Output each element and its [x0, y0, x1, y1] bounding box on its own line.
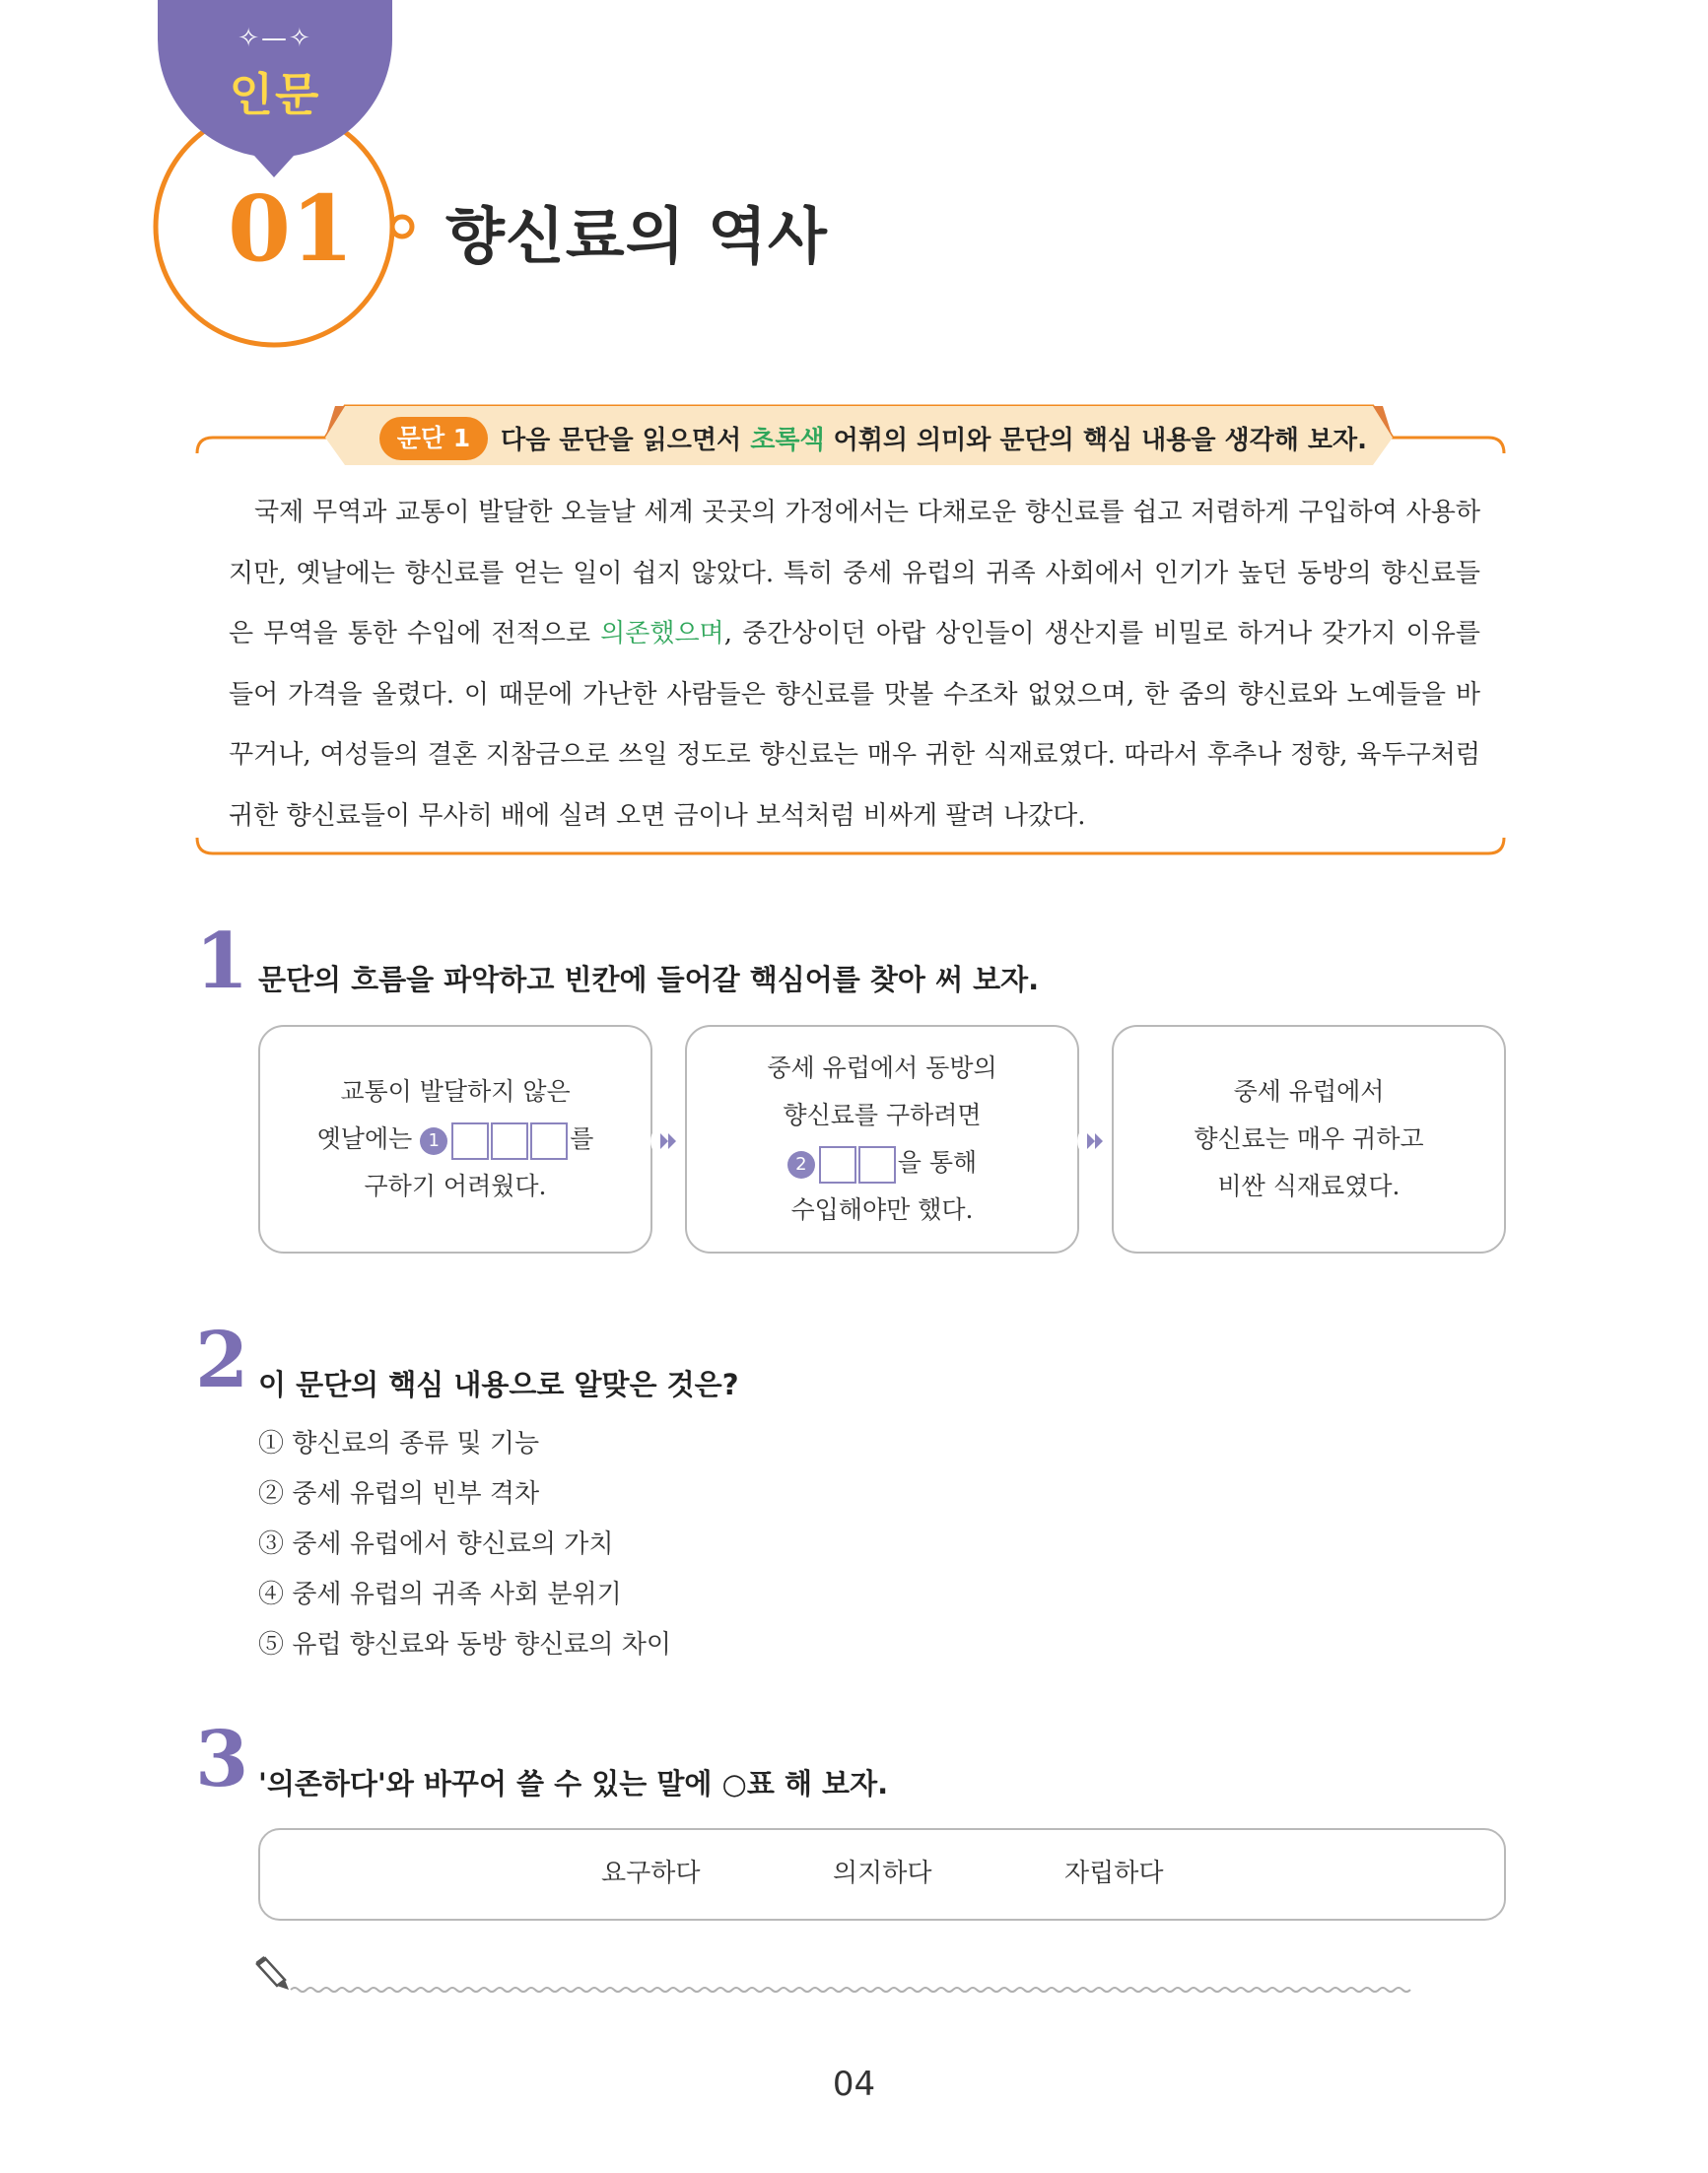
question-2-text: 이 문단의 핵심 내용으로 알맞은 것은?: [258, 1368, 739, 1401]
option-1[interactable]: ① 향신료의 종류 및 기능: [258, 1429, 540, 1459]
flow-arrow-2-icon: [1077, 1123, 1113, 1159]
vocab-highlight: 의존했으며: [600, 619, 724, 648]
question-1-number: 1: [195, 917, 249, 1006]
flow-arrow-1-icon: [650, 1123, 686, 1159]
question-1-text: 문단의 흐름을 파악하고 빈칸에 들어갈 핵심어를 찾아 써 보자.: [258, 963, 1040, 996]
flow-box-1-line2-after: 를: [570, 1124, 594, 1153]
blank-1-number: 1: [420, 1127, 447, 1155]
word-choice-1[interactable]: 요구하다: [601, 1859, 701, 1888]
option-3[interactable]: ③ 중세 유럽에서 향신료의 가치: [258, 1529, 614, 1559]
blank-2-cell-2[interactable]: [858, 1146, 896, 1184]
flow-box-2: [685, 1025, 1079, 1254]
blank-1-cell-2[interactable]: [491, 1122, 528, 1160]
flow-box-2-line3-after: 을 통해: [897, 1148, 978, 1177]
category-label: 인문: [229, 68, 321, 121]
flow-box-3-line2: 향신료는 매우 귀하고: [1194, 1124, 1424, 1153]
paragraph-text-after: , 중간상이던 아랍 상인들이 생산지를 비밀로 하거나 갖가지 이유를 들어 가격을 올렸다. 이 때문에 가난한 사람들은 향신료를 맛볼 수조차 없었으며, 한 줌의 향신료와 노예들을 바꾸거나, 여성들의 결혼 지참금으로 쓰일 정도로 향신료는 매우 귀한 식재료였다. 따라서 후추나 정향, 육두구처럼 귀한 향신료들이 무사히 배에 실려 오면 금이나 보석처럼 비싸게 팔려 나갔다.: [229, 619, 1481, 831]
paragraph-text-before: 국제 무역과 교통이 발달한 오늘날 세계 곳곳의 가정에서는 다채로운 향신료를 쉽고 저렴하게 구입하여 사용하지만, 옛날에는 향신료를 얻는 일이 쉽지 않았다. 특히 중세 유럽의 귀족 사회에서 인기가 높던 동방의 향신료들은 무역을 통한 수입에 전적으로: [229, 498, 1480, 648]
flow-box-1-line2: [317, 1116, 594, 1163]
lesson-number: 01: [227, 175, 355, 282]
flow-box-1-line2-before: 옛날에는: [316, 1124, 413, 1153]
flow-box-2-line2: 향신료를 구하려면: [783, 1101, 982, 1129]
option-4[interactable]: ④ 중세 유럽의 귀족 사회 분위기: [258, 1580, 622, 1609]
question-2-number: 2: [195, 1316, 249, 1405]
sparkle-icon: ✧—✧: [238, 24, 312, 53]
question-3-text: '의존하다'와 바꾸어 쓸 수 있는 말에 ○표 해 보자.: [258, 1767, 889, 1800]
option-5[interactable]: ⑤ 유럽 향신료와 동방 향신료의 차이: [258, 1630, 671, 1660]
page-title: 향신료의 역사: [445, 200, 828, 272]
word-choice-3[interactable]: 자립하다: [1064, 1859, 1164, 1888]
flow-box-2-line1: 중세 유럽에서 동방의: [767, 1053, 997, 1082]
flow-box-1: [258, 1025, 652, 1254]
writing-area[interactable]: [251, 1956, 1513, 2005]
flow-box-2-line3: [767, 1139, 996, 1187]
flow-box-3-line3: 비싼 식재료였다.: [1217, 1172, 1401, 1200]
page-number: 04: [832, 2065, 876, 2104]
pencil-icon: [257, 1958, 289, 1990]
blank-2-number: 2: [787, 1151, 815, 1179]
word-choice-2[interactable]: 의지하다: [833, 1859, 932, 1888]
blank-2-cell-1[interactable]: [819, 1146, 856, 1184]
flow-box-1-line3: 구하기 어려웠다.: [364, 1172, 547, 1200]
flow-box-3: [1112, 1025, 1506, 1254]
blank-1-cell-1[interactable]: [451, 1122, 489, 1160]
paragraph-instruction: [501, 420, 1367, 456]
question-3-number: 3: [195, 1715, 249, 1804]
paragraph-number-pill: 문단 1: [379, 417, 488, 460]
paragraph-body: [229, 483, 1480, 847]
flow-box-1-line1: 교통이 발달하지 않은: [340, 1077, 571, 1106]
instruction-text-after: 어휘의 의미와 문단의 핵심 내용을 생각해 보자.: [824, 426, 1368, 455]
blank-1-cell-3[interactable]: [530, 1122, 568, 1160]
option-2[interactable]: ② 중세 유럽의 빈부 격차: [258, 1479, 540, 1509]
instruction-text-before: 다음 문단을 읽으면서: [501, 426, 751, 455]
question-2-options: [258, 1419, 671, 1670]
wavy-writing-line: [291, 1988, 1410, 1992]
flow-box-2-line4: 수입해야만 했다.: [790, 1195, 974, 1224]
instruction-highlight: 초록색: [750, 426, 825, 455]
flow-box-3-line1: 중세 유럽에서: [1233, 1077, 1385, 1106]
